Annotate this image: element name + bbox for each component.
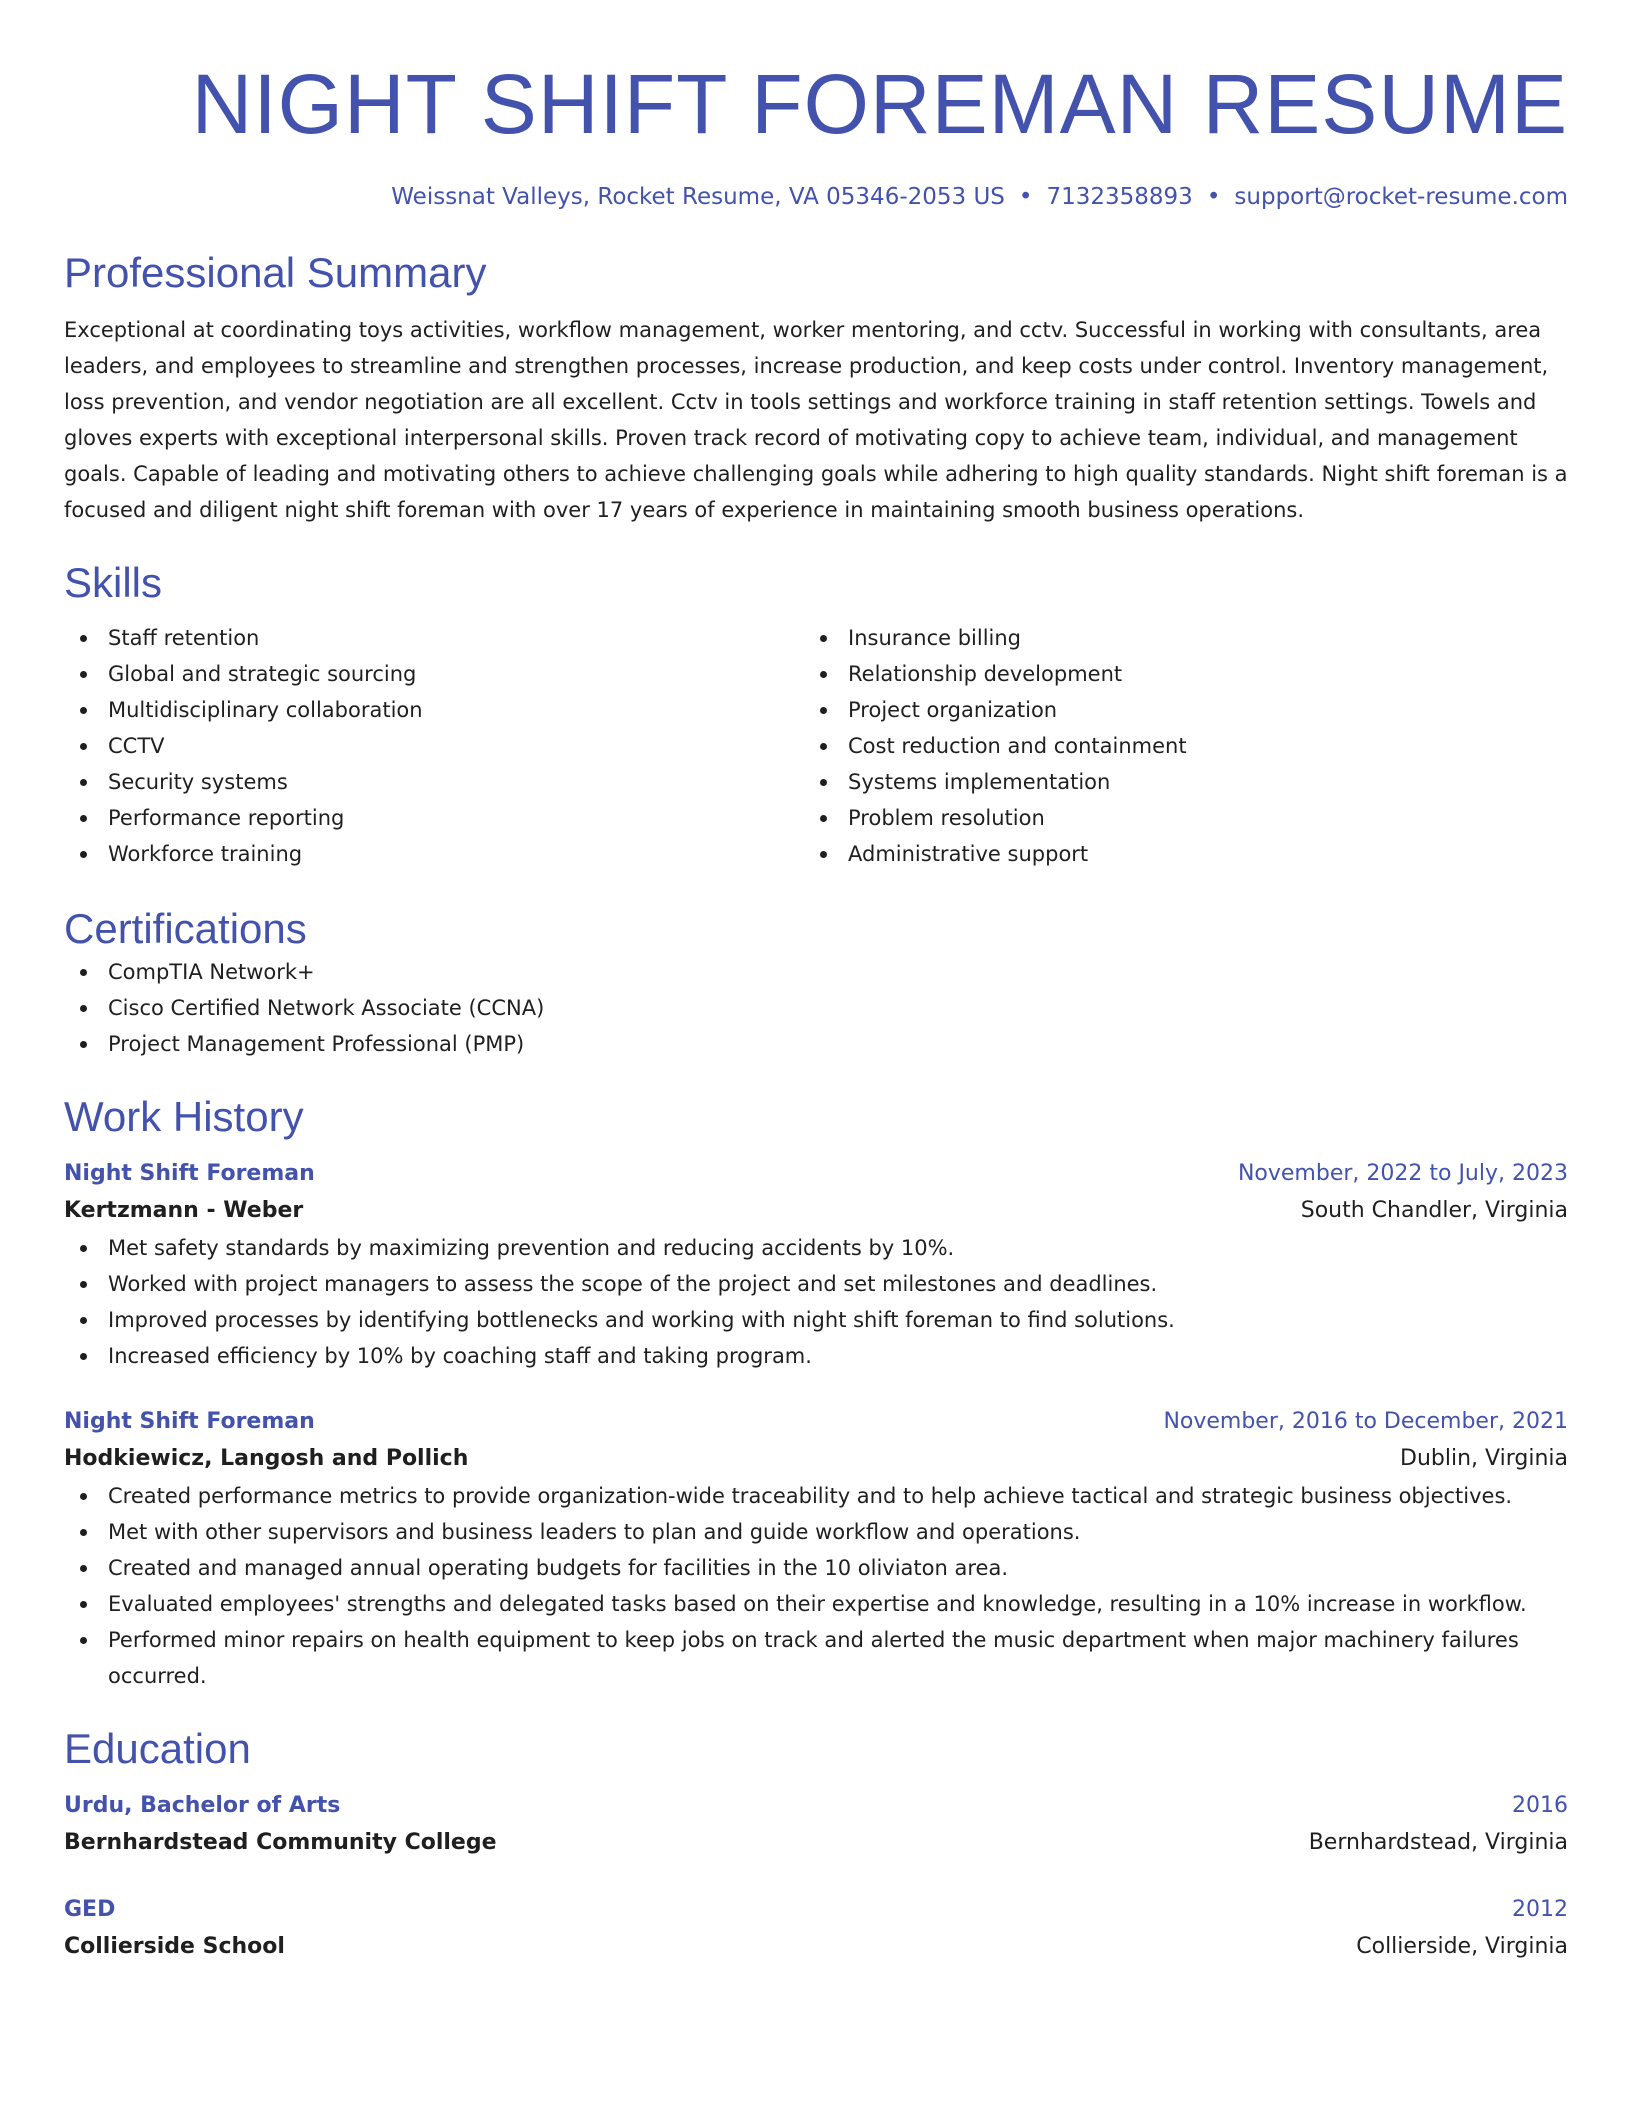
skills-heading: Skills [64,559,163,606]
job-duty-item: Evaluated employees' strengths and delegated tasks based on their expertise and knowledge, resulting in a 10% increase in workflow. [64,1586,1568,1622]
certification-item: CompTIA Network+ [64,954,1568,990]
education-heading: Education [64,1725,251,1772]
job-duty-item: Increased efficiency by 10% by coaching staff and taking program. [64,1338,1568,1374]
job-duties [64,1478,1568,1694]
skill-item: Global and strategic sourcing [64,656,804,692]
skill-item: Workforce training [64,836,804,872]
skill-item: Insurance billing [804,620,1544,656]
work-history-heading: Work History [64,1093,304,1140]
education-entry [64,1892,1568,1966]
skill-item: Relationship development [804,656,1544,692]
contact-separator: • [1206,184,1221,210]
job-company: Kertzmann - Weber [64,1198,304,1223]
education-degree: GED [64,1897,116,1922]
skill-item: CCTV [64,728,804,764]
job-title: Night Shift Foreman [64,1161,315,1186]
job-duty-item: Met safety standards by maximizing prevention and reducing accidents by 10%. [64,1230,1568,1266]
certification-item: Project Management Professional (PMP) [64,1026,1568,1062]
job-duty-item: Improved processes by identifying bottlenecks and working with night shift foreman to find solutions. [64,1302,1568,1338]
job-location: South Chandler, Virginia [1300,1198,1568,1223]
job-dates: November, 2016 to December, 2021 [1163,1409,1568,1434]
skills-column-left [64,620,804,872]
job-duty-item: Created performance metrics to provide organization-wide traceability and to help achieve tactical and strategic business objectives. [64,1478,1568,1514]
skills-column-right [804,620,1544,872]
education-degree: Urdu, Bachelor of Arts [64,1793,341,1818]
job-duty-item: Created and managed annual operating budgets for facilities in the 10 oliviaton area. [64,1550,1568,1586]
skill-item: Multidisciplinary collaboration [64,692,804,728]
job-entry [64,1156,1568,1374]
job-dates: November, 2022 to July, 2023 [1237,1161,1568,1186]
job-title: Night Shift Foreman [64,1409,315,1434]
job-location: Dublin, Virginia [1400,1446,1568,1471]
contact-line [64,182,1568,212]
job-entry [64,1404,1568,1694]
contact-separator: • [1018,184,1033,210]
education-location: Collierside, Virginia [1356,1934,1568,1959]
page-title: NIGHT SHIFT FOREMAN RESUME [191,57,1568,151]
skill-item: Project organization [804,692,1544,728]
skill-item: Administrative support [804,836,1544,872]
certification-item: Cisco Certified Network Associate (CCNA) [64,990,1568,1026]
education-year: 2012 [1512,1897,1568,1922]
certifications-list [64,954,1568,1062]
contact-email: support@rocket-resume.com [1234,184,1568,210]
skills-list [64,620,1568,872]
job-duty-item: Worked with project managers to assess the scope of the project and set milestones and deadlines. [64,1266,1568,1302]
skill-item: Problem resolution [804,800,1544,836]
job-duty-item: Met with other supervisors and business leaders to plan and guide workflow and operations. [64,1514,1568,1550]
job-duty-item: Performed minor repairs on health equipment to keep jobs on track and alerted the music department when major machinery failures occurred. [64,1622,1568,1694]
education-entry [64,1788,1568,1862]
education-school: Collierside School [64,1934,285,1959]
education-school: Bernhardstead Community College [64,1830,497,1855]
contact-phone: 7132358893 [1046,184,1193,210]
education-location: Bernhardstead, Virginia [1308,1830,1568,1855]
skill-item: Performance reporting [64,800,804,836]
education-year: 2016 [1512,1793,1568,1818]
summary-text: Exceptional at coordinating toys activities, workflow management, worker mentoring, and cctv. Successful in working with consultants, area leaders, and employees to streamline and strengthen processes, increase production, and keep costs under control. Inventory management, loss prevention, and vendor negotiation are all excellent. Cctv in tools settings and workforce training in staff retention settings. Towels and gloves experts with exceptional interpersonal skills. Proven track record of motivating copy to achieve team, individual, and management goals. Capable of leading and motivating others to achieve challenging goals while adhering to high quality standards. Night shift foreman is a focused and diligent night shift foreman with over 17 years of experience in maintaining smooth business operations. [64,318,1568,522]
job-duties [64,1230,1568,1374]
skill-item: Systems implementation [804,764,1544,800]
job-company: Hodkiewicz, Langosh and Pollich [64,1446,469,1471]
contact-address: Weissnat Valleys, Rocket Resume, VA 05346-2053 US [391,184,1005,210]
skill-item: Staff retention [64,620,804,656]
certifications-heading: Certifications [64,905,307,952]
summary-heading: Professional Summary [64,249,487,296]
skill-item: Security systems [64,764,804,800]
skill-item: Cost reduction and containment [804,728,1544,764]
